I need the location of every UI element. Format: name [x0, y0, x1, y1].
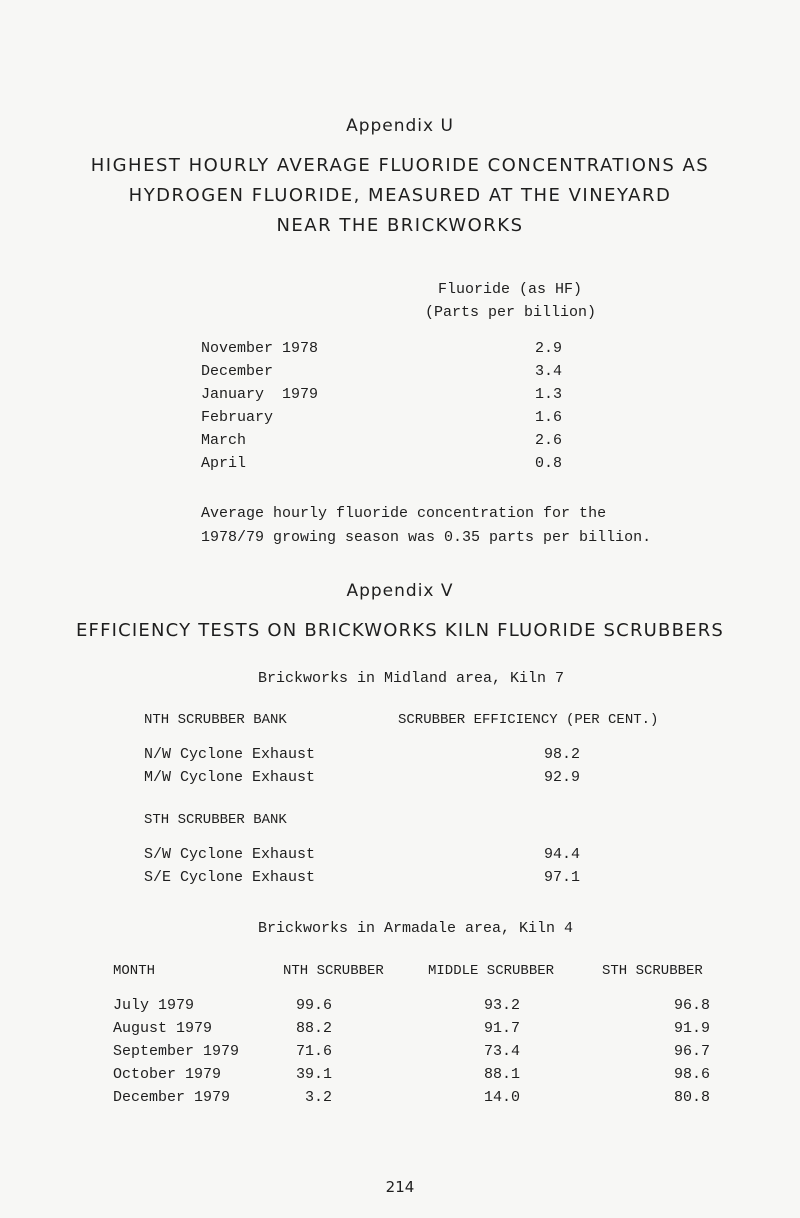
page-number: 214 [385, 1178, 415, 1196]
appendix-v-title: EFFICIENCY TESTS ON BRICKWORKS KILN FLUORIDE SCRUBBERS [75, 620, 725, 641]
armadale-row-middle: 93.2 [483, 997, 520, 1014]
armadale-header-nth: NTH SCRUBBER [283, 963, 384, 979]
armadale-row-nth: 99.6 [295, 997, 332, 1014]
fluoride-note-line-2: 1978/79 growing season was 0.35 parts per billion. [201, 529, 652, 546]
fluoride-note-line-1: Average hourly fluoride concentration for the [201, 505, 607, 522]
armadale-row-middle: 73.4 [483, 1043, 520, 1060]
armadale-row-month: July 1979 [113, 997, 195, 1014]
armadale-header-middle: MIDDLE SCRUBBER [428, 963, 555, 979]
fluoride-column-header-1: Fluoride (as HF) [438, 281, 583, 298]
armadale-row-month: September 1979 [113, 1043, 240, 1060]
armadale-subtitle: Brickworks in Armadale area, Kiln 4 [258, 920, 574, 937]
scrubber-row-label: M/W Cyclone Exhaust [144, 769, 316, 786]
armadale-row-nth: 71.6 [295, 1043, 332, 1060]
fluoride-row-month: November 1978 [201, 340, 319, 357]
fluoride-row-value: 1.6 [534, 409, 562, 426]
armadale-row-nth: 3.2 [304, 1089, 332, 1106]
appendix-u-title-line-1: HIGHEST HOURLY AVERAGE FLUORIDE CONCENTRATIONS AS [90, 155, 710, 176]
armadale-header-month: MONTH [113, 963, 156, 979]
fluoride-row-value: 0.8 [534, 455, 562, 472]
fluoride-row-value: 1.3 [534, 386, 562, 403]
fluoride-row-month: March [201, 432, 247, 449]
armadale-row-nth: 88.2 [295, 1020, 332, 1037]
armadale-row-sth: 98.6 [673, 1066, 710, 1083]
armadale-row-month: December 1979 [113, 1089, 231, 1106]
nth-scrubber-bank-header: NTH SCRUBBER BANK [144, 712, 287, 728]
scrubber-row-value: 97.1 [543, 869, 580, 886]
fluoride-row-value: 3.4 [534, 363, 562, 380]
armadale-row-month: October 1979 [113, 1066, 222, 1083]
scrubber-row-label: S/E Cyclone Exhaust [144, 869, 316, 886]
appendix-u-title-line-3: NEAR THE BRICKWORKS [276, 215, 524, 236]
armadale-row-month: August 1979 [113, 1020, 213, 1037]
fluoride-row-value: 2.9 [534, 340, 562, 357]
armadale-row-middle: 14.0 [483, 1089, 520, 1106]
armadale-row-middle: 91.7 [483, 1020, 520, 1037]
armadale-row-sth: 96.8 [673, 997, 710, 1014]
armadale-row-sth: 80.8 [673, 1089, 710, 1106]
fluoride-column-header-2: (Parts per billion) [425, 304, 597, 321]
scrubber-row-label: N/W Cyclone Exhaust [144, 746, 316, 763]
fluoride-row-value: 2.6 [534, 432, 562, 449]
scrubber-efficiency-header: SCRUBBER EFFICIENCY (PER CENT.) [398, 712, 659, 728]
scrubber-row-label: S/W Cyclone Exhaust [144, 846, 316, 863]
armadale-row-middle: 88.1 [483, 1066, 520, 1083]
fluoride-row-month: February [201, 409, 274, 426]
fluoride-row-month: April [201, 455, 247, 472]
sth-scrubber-bank-header: STH SCRUBBER BANK [144, 812, 287, 828]
appendix-u-title-line-2: HYDROGEN FLUORIDE, MEASURED AT THE VINEYARD [128, 185, 672, 206]
appendix-u-heading: Appendix U [346, 116, 454, 136]
armadale-row-sth: 91.9 [673, 1020, 710, 1037]
armadale-header-sth: STH SCRUBBER [602, 963, 703, 979]
scrubber-row-value: 94.4 [543, 846, 580, 863]
armadale-row-sth: 96.7 [673, 1043, 710, 1060]
scrubber-row-value: 98.2 [543, 746, 580, 763]
fluoride-row-month: December [201, 363, 274, 380]
appendix-v-heading: Appendix V [346, 581, 454, 601]
armadale-row-nth: 39.1 [295, 1066, 332, 1083]
scrubber-row-value: 92.9 [543, 769, 580, 786]
fluoride-row-month: January 1979 [201, 386, 319, 403]
midland-subtitle: Brickworks in Midland area, Kiln 7 [258, 670, 565, 687]
